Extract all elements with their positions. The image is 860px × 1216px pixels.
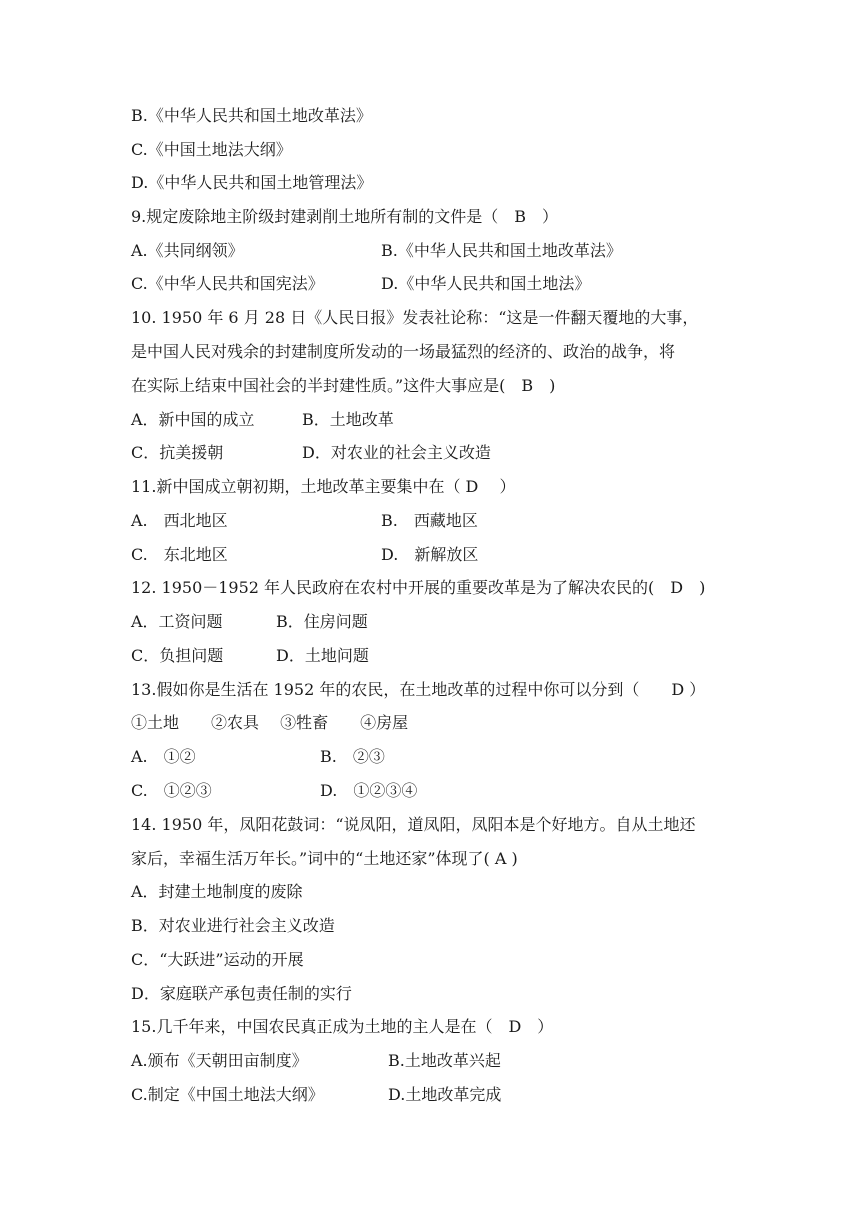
q10-option-c: C．抗美援朝 [131, 443, 224, 462]
q13-option-b: B. ②③ [320, 747, 385, 766]
q13-stem: 13.假如你是生活在 1952 年的农民，在土地改革的过程中你可以分到（ D ） [131, 680, 706, 699]
q13-option-c: C. ①②③ [131, 781, 212, 800]
q9-option-a: A.《共同纲领》 [131, 241, 244, 260]
q12-option-c: C．负担问题 [131, 646, 224, 665]
q11-option-d: D. 新解放区 [381, 545, 479, 564]
q11-stem: 11.新中国成立朝初期，土地改革主要集中在（ D ） [131, 477, 516, 496]
q14-option-a: A．封建土地制度的废除 [131, 882, 303, 901]
q8-option-b: B.《中华人民共和国土地改革法》 [131, 106, 372, 125]
q10-stem-line3: 在实际上结束中国社会的半封建性质。”这件大事应是( B ) [131, 376, 556, 395]
q9-stem: 9.规定废除地主阶级封建剥削土地所有制的文件是（ B ） [131, 207, 559, 226]
q12-option-b: B．住房问题 [276, 612, 368, 631]
q12-stem: 12. 1950－1952 年人民政府在农村中开展的重要改革是为了解决农民的( D ) [131, 578, 706, 597]
q11-option-c: C. 东北地区 [131, 545, 228, 564]
q14-stem-line2: 家后，幸福生活万年长。”词中的“土地还家”体现了( A ) [131, 849, 518, 868]
q13-items: ①土地 ②农具 ③牲畜 ④房屋 [131, 713, 409, 732]
q15-option-c: C.制定《中国土地法大纲》 [131, 1085, 324, 1104]
q11-option-b: B. 西藏地区 [381, 511, 478, 530]
q14-option-b: B．对农业进行社会主义改造 [131, 916, 335, 935]
q14-stem-line1: 14. 1950 年，凤阳花鼓词：“说凤阳，道凤阳，凤阳本是个好地方。自从土地还 [131, 815, 696, 834]
q11-option-a: A. 西北地区 [131, 511, 228, 530]
q12-option-d: D．土地问题 [276, 646, 369, 665]
q10-option-a: A．新中国的成立 [131, 410, 255, 429]
q15-stem: 15.几千年来，中国农民真正成为土地的主人是在（ D ） [131, 1017, 554, 1036]
q10-stem-line2: 是中国人民对残余的封建制度所发动的一场最猛烈的经济的、政治的战争，将 [131, 342, 676, 361]
q10-option-b: B．土地改革 [302, 410, 394, 429]
q8-option-c: C.《中国土地法大纲》 [131, 140, 292, 159]
q10-stem-line1: 10. 1950 年 6 月 28 日《人民日报》发表社论称：“这是一件翻天覆地的大事， [131, 308, 699, 327]
q15-option-a: A.颁布《天朝田亩制度》 [131, 1051, 308, 1070]
q12-option-a: A．工资问题 [131, 612, 223, 631]
q15-option-d: D.土地改革完成 [388, 1085, 502, 1104]
q13-option-d: D. ①②③④ [320, 781, 418, 800]
q13-option-a: A. ①② [131, 747, 196, 766]
q9-option-b: B.《中华人民共和国土地改革法》 [381, 241, 622, 260]
q9-option-c: C.《中华人民共和国宪法》 [131, 274, 324, 293]
q14-option-d: D．家庭联产承包责任制的实行 [131, 984, 352, 1003]
q14-option-c: C．“大跃进”运动的开展 [131, 950, 304, 969]
q9-option-d: D.《中华人民共和国土地法》 [381, 274, 591, 293]
q10-option-d: D．对农业的社会主义改造 [302, 443, 491, 462]
q15-option-b: B.土地改革兴起 [388, 1051, 501, 1070]
q8-option-d: D.《中华人民共和国土地管理法》 [131, 173, 373, 192]
